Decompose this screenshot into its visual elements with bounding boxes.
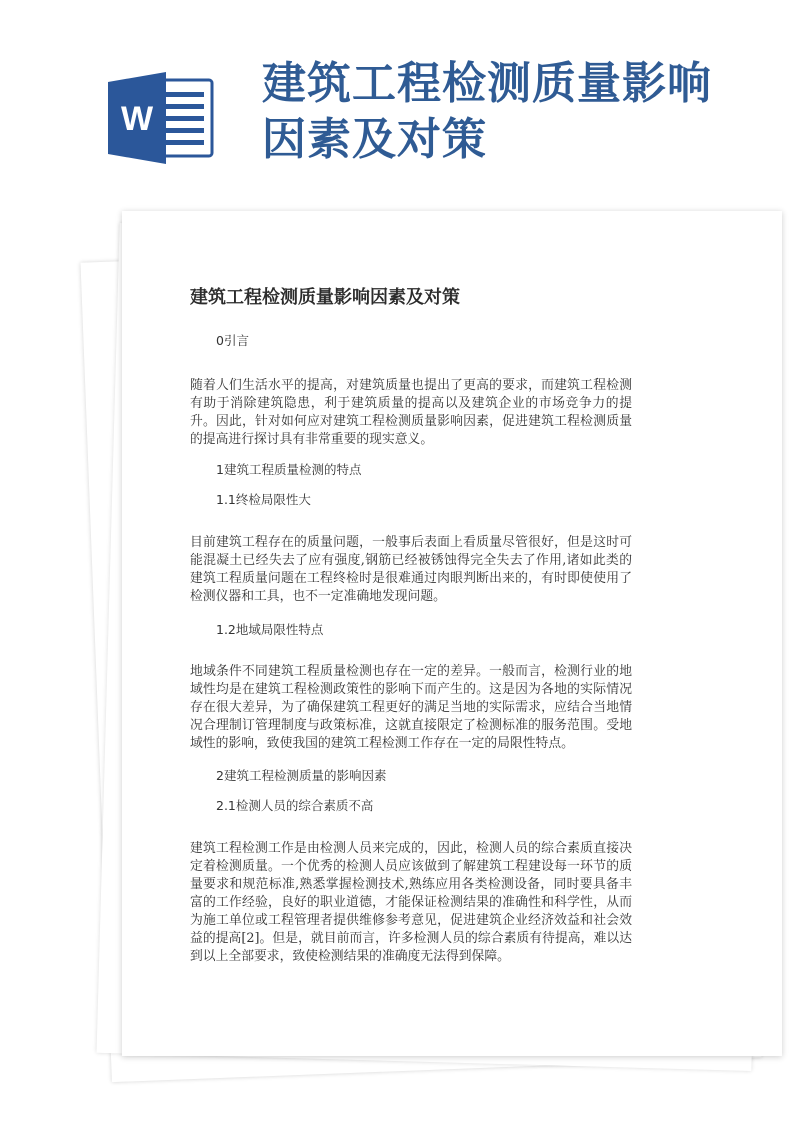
subsection-heading-2-1: 2.1检测人员的综合素质不高 [216,798,374,813]
paragraph-1-2: 地域条件不同建筑工程质量检测也存在一定的差异。一般而言，检测行业的地域性均是在建筑工程检测政策性的影响下而产生的。这是因为各地的实际情况存在很大差异，为了确保建筑工程更好的满足当地的实际需求，应结合当地情况合理制订管理制度与政策标准，这就直接限定了检测标准的服务范围。受地域性的影响，致使我国的建筑工程检测工作存在一定的局限性特点。 [190,664,632,751]
header-title-line-1: 建筑工程检测质量影响 [262,58,712,109]
subsection-heading-1-1: 1.1终检局限性大 [216,492,311,507]
document-title: 建筑工程检测质量影响因素及对策 [190,287,460,308]
header-title-line-2: 因素及对策 [262,114,487,165]
section-heading-2: 2建筑工程检测质量的影响因素 [216,768,387,783]
word-logo-icon [108,72,216,164]
section-heading-1: 1建筑工程质量检测的特点 [216,462,362,477]
paragraph-2-1: 建筑工程检测工作是由检测人员来完成的，因此，检测人员的综合素质直接决定着检测质量。一个优秀的检测人员应该做到了解建筑工程建设每一环节的质量要求和规范标准,熟悉掌握检测技术,熟练应用各类检测设备，同时要具备丰富的工作经验，良好的职业道德，才能保证检测结果的准确性和科学性，从而为施工单位或工程管理者提供维修参考意见，促进建筑企业经济效益和社会效益的提高[2]。但是，就目前而言，许多检测人员的综合素质有待提高，难以达到以上全部要求，致使检测结果的准确度无法得到保障。 [190,841,632,964]
page-header-title [262,56,782,168]
word-logo-letter: W [120,100,154,138]
paragraph-1-1: 目前建筑工程存在的质量问题，一般事后表面上看质量尽管很好，但是这时可能混凝土已经失去了应有强度,钢筋已经被锈蚀得完全失去了作用,诸如此类的建筑工程质量问题在工程终检时是很难通过肉眼判断出来的，有时即使使用了检测仪器和工具，也不一定准确地发现问题。 [190,535,632,604]
paragraph-intro: 随着人们生活水平的提高，对建筑质量也提出了更高的要求，而建筑工程检测有助于消除建筑隐患，利于建筑质量的提高以及建筑企业的市场竞争力的提升。因此，针对如何应对建筑工程检测质量影响因素，促进建筑工程检测质量的提高进行探讨具有非常重要的现实意义。 [190,378,632,447]
section-heading-intro: 0引言 [216,333,249,348]
subsection-heading-1-2: 1.2地域局限性特点 [216,622,324,637]
